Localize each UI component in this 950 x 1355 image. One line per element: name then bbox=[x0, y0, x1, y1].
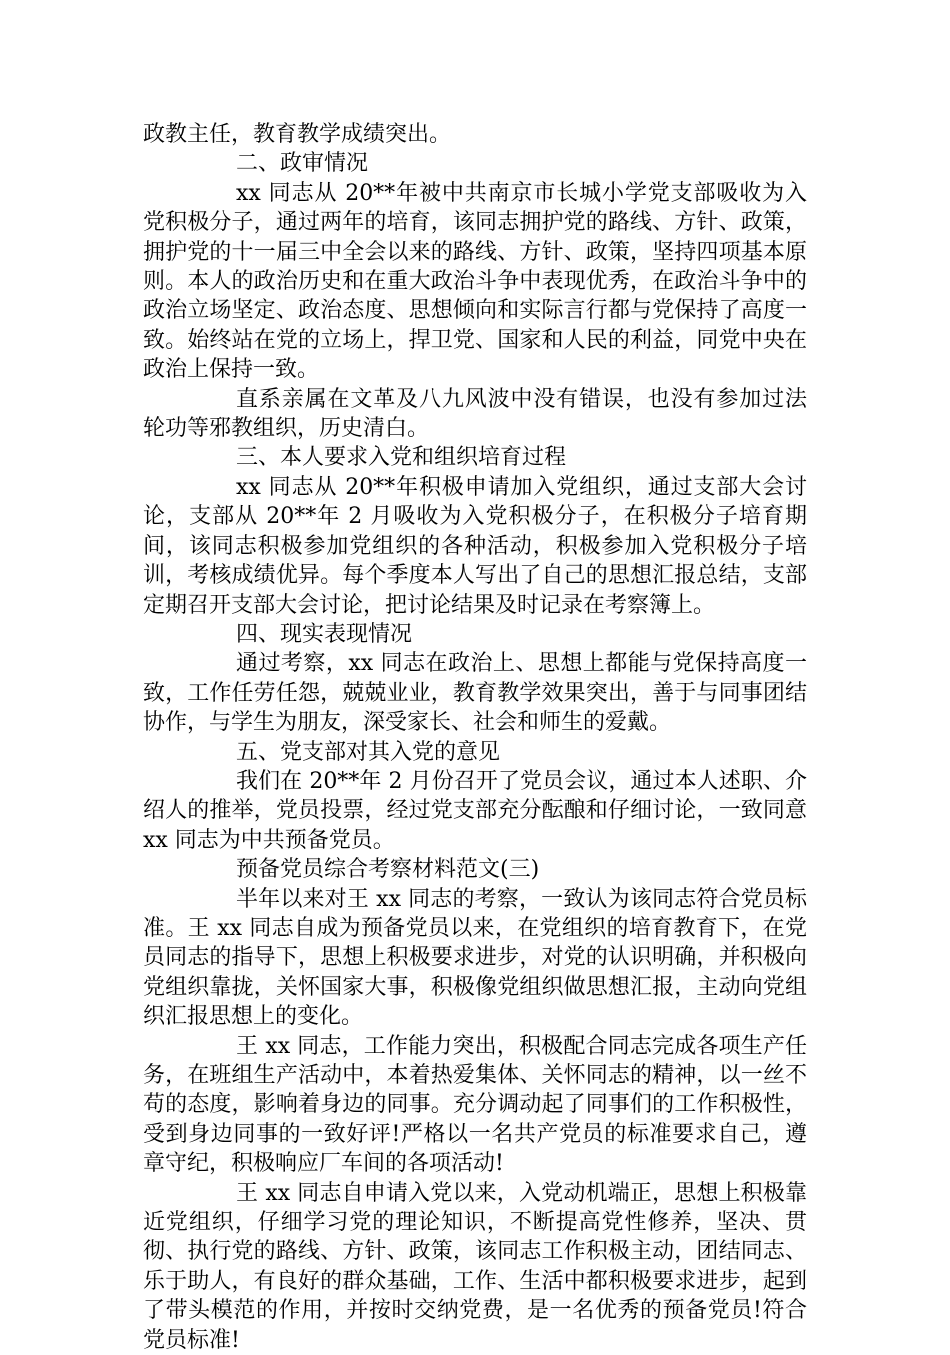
paragraph-branch-opinion: 我们在 20**年 2 月份召开了党员会议，通过本人述职、介绍人的推举，党员投票，经过党支部充分酝酿和仔细讨论，一致同意 xx 同志为中共预备党员。 bbox=[143, 768, 807, 853]
document-body bbox=[143, 120, 807, 1355]
section-heading-training-process: 三、本人要求入党和组织培育过程 bbox=[236, 445, 567, 471]
section-heading-performance: 四、现实表现情况 bbox=[236, 621, 413, 647]
paragraph-political-review: xx 同志从 20**年被中共南京市长城小学党支部吸收为入党积极分子，通过两年的培育，该同志拥护党的路线、方针、政策，拥护党的十一届三中全会以来的路线、方针、政策，坚持四项基本原则。本人的政治历史和在重大政治斗争中表现优秀，在政治斗争中的政治立场坚定、政治态度、思想倾向和实际言行都与党保持了高度一致。始终站在党的立场上，捍卫党、国家和人民的利益，同党中央在政治上保持一致。 bbox=[143, 180, 807, 383]
paragraph-training-process: xx 同志从 20**年积极申请加入党组织，通过支部大会讨论，支部从 20**年 2 月吸收为入党积极分子，在积极分子培育期间，该同志积极参加党组织的各种活动，积极参加入党积极分子培训，考核成绩优异。每个季度本人写出了自己的思想汇报总结，支部定期召开支部大会讨论，把讨论结果及时记录在考察簿上。 bbox=[143, 474, 807, 618]
paragraph-performance: 通过考察，xx 同志在政治上、思想上都能与党保持高度一致，工作任劳任怨，兢兢业业，教育教学效果突出，善于与同事团结协作，与学生为朋友，深受家长、社会和师生的爱戴。 bbox=[143, 651, 807, 736]
paragraph-family-history: 直系亲属在文革及八九风波中没有错误，也没有参加过法轮功等邪教组织，历史清白。 bbox=[143, 386, 807, 442]
paragraph-sample-three-3: 王 xx 同志自申请入党以来，入党动机端正，思想上积极靠近党组织，仔细学习党的理论知识，不断提高党性修养，坚决、贯彻、执行党的路线、方针、政策，该同志工作积极主动，团结同志、乐于助人，有良好的群众基础，工作、生活中都积极要求进步，起到了带头模范的作用，并按时交纳党费，是一名优秀的预备党员!符合党员标准! bbox=[143, 1180, 807, 1353]
section-heading-sample-three: 预备党员综合考察材料范文(三) bbox=[236, 857, 540, 883]
section-heading-branch-opinion: 五、党支部对其入党的意见 bbox=[236, 739, 501, 765]
section-heading-political-review: 二、政审情况 bbox=[236, 151, 369, 177]
paragraph-sample-three-2: 王 xx 同志，工作能力突出，积极配合同志完成各项生产任务，在班组生产活动中，本着热爱集体、关怀同志的精神，以一丝不苟的态度，影响着身边的同事。充分调动起了同事们的工作积极性，受到身边同事的一致好评!严格以一名共产党员的标准要求自己，遵章守纪，积极响应厂车间的各项活动! bbox=[143, 1033, 807, 1177]
paragraph-sample-three-1: 半年以来对王 xx 同志的考察，一致认为该同志符合党员标准。王 xx 同志自成为预备党员以来，在党组织的培育教育下，在党员同志的指导下，思想上积极要求进步，对党的认识明确，并积极向党组织靠拢，关怀国家大事，积极像党组织做思想汇报，主动向党组织汇报思想上的变化。 bbox=[143, 886, 807, 1030]
paragraph-continuation: 政教主任，教育教学成绩突出。 bbox=[143, 122, 452, 147]
